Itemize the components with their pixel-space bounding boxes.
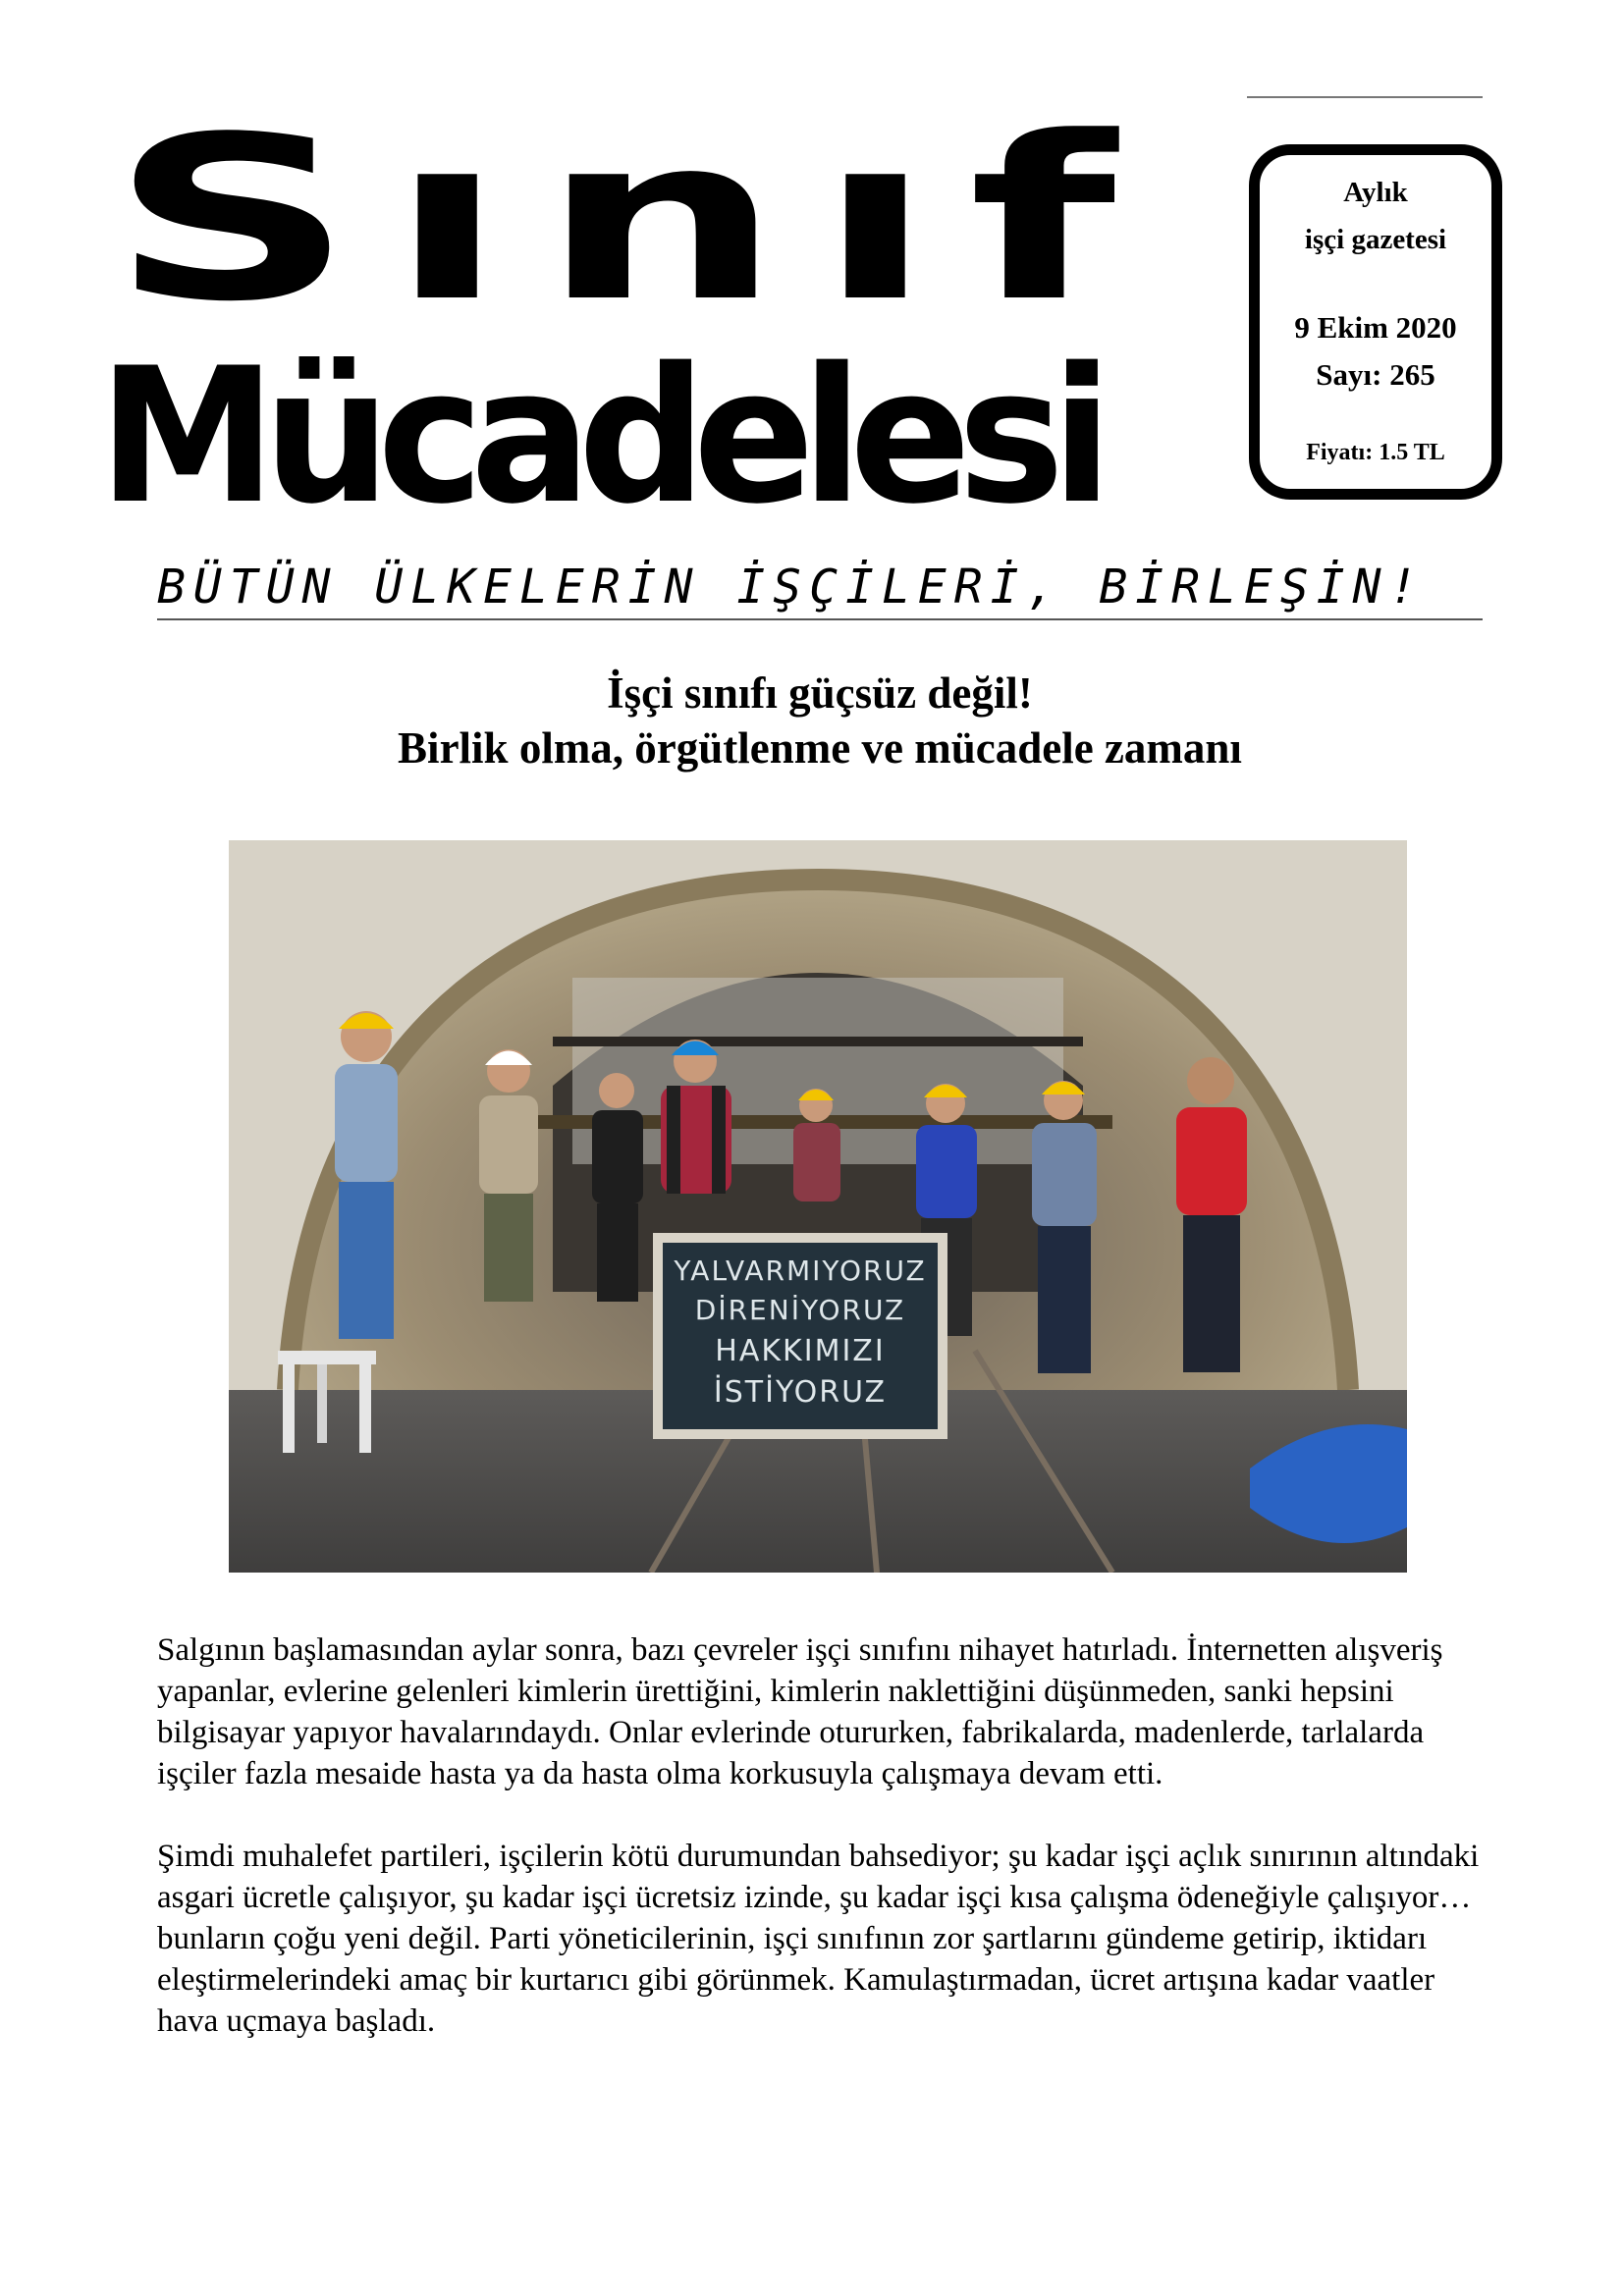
- mine-tunnel-photo: [229, 840, 1407, 1573]
- board-line-4: İSTİYORUZ: [713, 1375, 888, 1410]
- article-body: [157, 1629, 1483, 2083]
- article-paragraph-1: Salgının başlamasından aylar sonra, bazı çevreler işçi sınıfını nihayet hatırladı. İnternetten alışveriş yapanlar, evlerine gelenleri kimlerin ürettiğini, kimlerin naklettiğini düşünmeden, sanki hepsini bilgisayar yapıyor havalarındaydı. Onlar evlerinde otururken, fabrikalarda, madenlerde, tarlalarda işçiler fazla mesaide hasta ya da hasta olma korkusuyla çalışmaya devam etti.: [157, 1632, 1443, 1791]
- top-rule: [1247, 96, 1483, 98]
- masthead-divider: [157, 618, 1483, 620]
- protest-chalkboard: [653, 1233, 947, 1439]
- article-paragraph-2: Şimdi muhalefet partileri, işçilerin kötü durumundan bahsediyor; şu kadar işçi açlık sınırının altındaki asgari ücretle çalışıyor, şu kadar işçi ücretsiz izinde, şu kadar işçi kısa çalışma ödeneğiyle çalışıyor… bunların çoğu yeni değil. Parti yöneticilerinin, işçi sınıfının zor şartlarını gündeme getirip, iktidarı eleştirmelerindeki amaç bir kurtarıcı gibi görünmek. Kamulaştırmadan, ücret artışına kadar vaatler hava uçmaya başladı.: [157, 1839, 1480, 2039]
- board-line-3: HAKKIMIZI: [715, 1334, 886, 1368]
- issue-info-box: [1249, 144, 1502, 500]
- price-label: Fiyatı: 1.5 TL: [1306, 440, 1445, 465]
- board-line-2: DİRENİYORUZ: [694, 1294, 906, 1326]
- headline-line2: Birlik olma, örgütlenme ve mücadele zamanı: [398, 723, 1242, 773]
- issue-date: 9 Ekim 2020: [1294, 310, 1457, 345]
- cover-photo: [229, 840, 1407, 1573]
- masthead-title-line2: Mücadelesi: [98, 328, 1100, 545]
- issue-number: Sayı: 265: [1316, 357, 1435, 392]
- headline-line1: İşçi sınıfı güçsüz değil!: [607, 668, 1033, 718]
- board-line-1: YALVARMIYORUZ: [674, 1255, 927, 1287]
- headline: [157, 666, 1483, 775]
- masthead-title-line1: Sınıf: [110, 89, 1152, 351]
- frequency-label: Aylık: [1343, 177, 1408, 208]
- slogan: BÜTÜN ÜLKELERİN İŞÇİLERİ, BİRLEŞİN!: [157, 560, 1426, 614]
- paper-type-label: işçi gazetesi: [1304, 224, 1447, 255]
